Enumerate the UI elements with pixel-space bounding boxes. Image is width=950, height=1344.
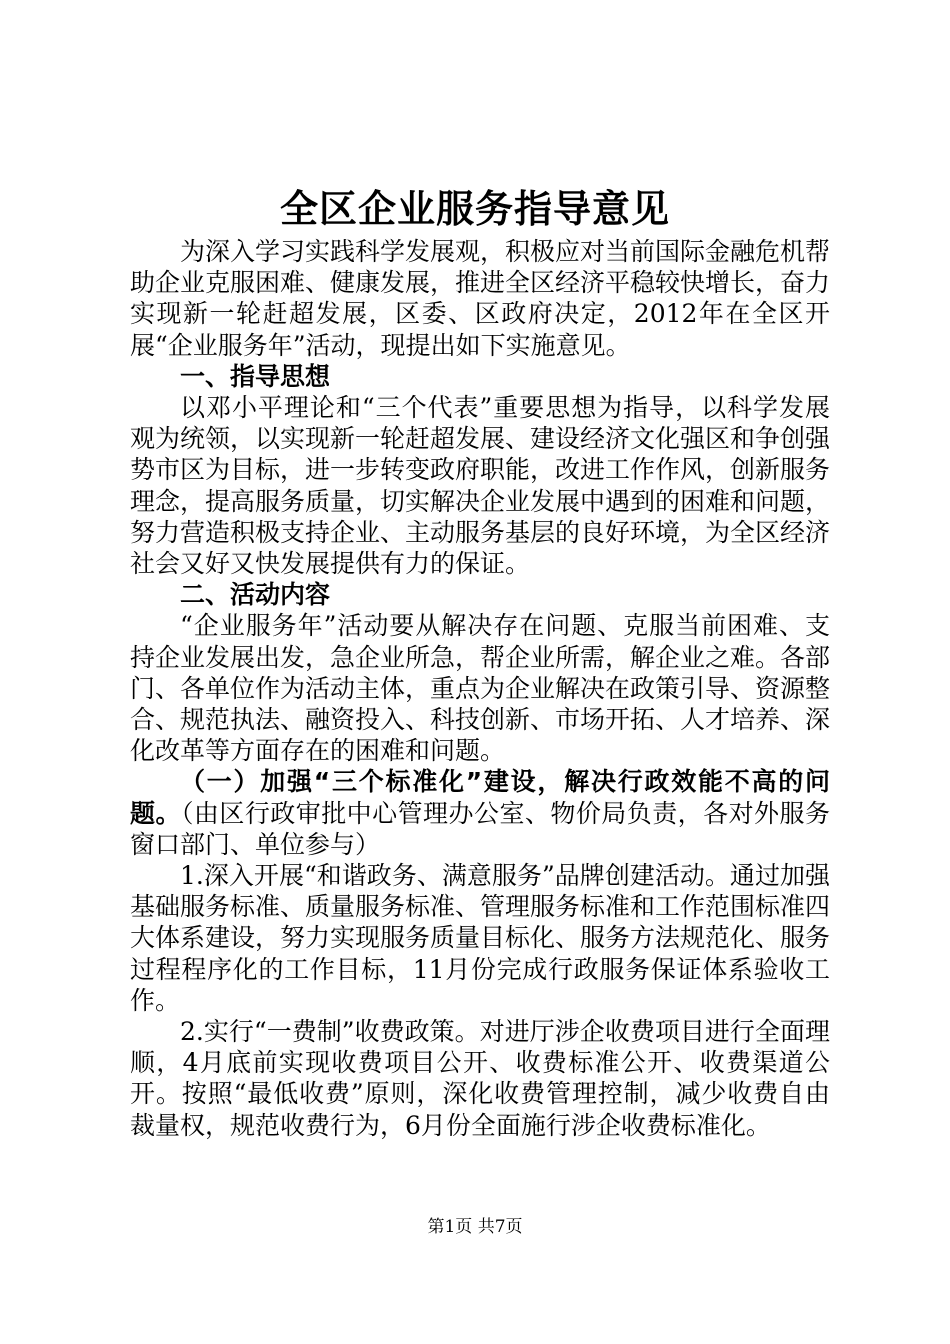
document-title: 全区企业服务指导意见 xyxy=(279,187,670,231)
subsection-standardization-paragraph xyxy=(130,766,830,860)
page-number-footer: 第1页 共7页 xyxy=(427,1217,523,1237)
guiding-ideology-paragraph: 以邓小平理论和“三个代表”重要思想为指导，以科学发展观为统领，以实现新一轮赶超发展、建设经济文化强区和争创强势市区为目标，进一步转变政府职能，改进工作作风，创新服务理念，提高服务质量，切实解决企业发展中遇到的困难和问题，努力营造积极支持企业、主动服务基层的良好环境，为全区经济社会又好又快发展提供有力的保证。 xyxy=(130,393,831,579)
intro-paragraph: 为深入学习实践科学发展观，积极应对当前国际金融危机帮助企业克服困难、健康发展，推进全区经济平稳较快增长，奋力实现新一轮赶超发展，区委、区政府决定，2012年在全区开展“企业服务年”活动，现提出如下实施意见。 xyxy=(130,237,831,360)
item-paragraph-1: 1.深入开展“和谐政务、满意服务”品牌创建活动。通过加强基础服务标准、质量服务标准、管理服务标准和工作范围标准四大体系建设，努力实现服务质量目标化、服务方法规范化、服务过程程序化的工作目标，11月份完成行政服务保证体系验收工作。 xyxy=(130,861,831,1015)
section-heading-activity-content: 二、活动内容 xyxy=(180,580,331,610)
activity-content-paragraph: “企业服务年”活动要从解决存在问题、克服当前困难、支持企业发展出发，急企业所急，帮企业所需，解企业之难。各部门、各单位作为活动主体，重点为企业解决在政策引导、资源整合、规范执法、融资投入、科技创新、市场开拓、人才培养、深化改革等方面存在的困难和问题。 xyxy=(130,611,831,766)
section-heading-guiding-ideology: 一、指导思想 xyxy=(180,361,331,391)
subsection-standardization-heading: （一）加强“三个标准化”建设，解决行政效能不高的问题。 xyxy=(130,767,830,828)
item-paragraph-2: 2.实行“一费制”收费政策。对进厅涉企收费项目进行全面理顺，4月底前实现收费项目公开、收费标准公开、收费渠道公开。按照“最低收费”原则，深化收费管理控制，减少收费自由裁量权，规范收费行为，6月份全面施行涉企收费标准化。 xyxy=(130,1017,830,1140)
document-body xyxy=(130,236,830,1141)
subsection-responsible-note: （由区行政审批中心管理办公室、物价局负责，各对外服务窗口部门、单位参与） xyxy=(130,798,830,859)
